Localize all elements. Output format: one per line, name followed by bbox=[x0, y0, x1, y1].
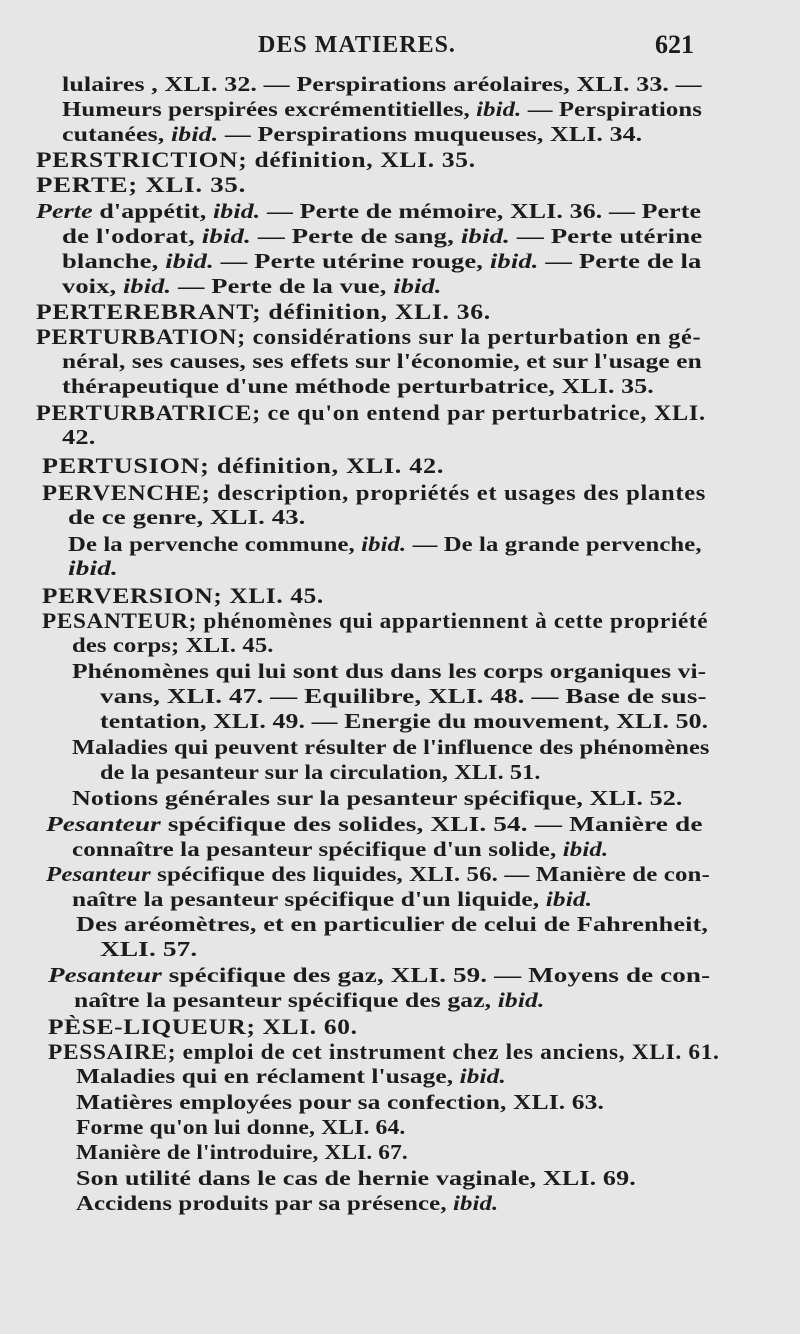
index-heading-text: PERTURBATION; considérations sur la perturbation en gé- bbox=[36, 324, 702, 349]
index-heading-text: PERTUSION; définition, XLI. 42. bbox=[42, 453, 445, 478]
entry-text: naître la pesanteur spécifique d'un liquide, bbox=[72, 887, 546, 911]
index-entry-line bbox=[62, 374, 654, 399]
entry-text: Des aréomètres, et en particulier de celui de Fahrenheit, bbox=[76, 912, 709, 936]
entry-text: naître la pesanteur spécifique des gaz, bbox=[74, 988, 498, 1012]
italic-text: ibid. bbox=[452, 1191, 499, 1215]
index-entry-line bbox=[72, 837, 608, 862]
entry-text: Forme qu'on lui donne, XLI. 64. bbox=[76, 1115, 406, 1139]
entry-text: Phénomènes qui lui sont dus dans les corps organiques vi- bbox=[72, 659, 707, 683]
index-entry-line bbox=[100, 709, 708, 734]
entry-text: voix, bbox=[62, 274, 123, 298]
italic-text: ibid. bbox=[459, 1064, 506, 1088]
index-entry-line bbox=[72, 786, 683, 811]
index-entry-line bbox=[62, 122, 642, 147]
italic-text: ibid. bbox=[562, 837, 609, 861]
page-number: 621 bbox=[655, 30, 694, 59]
index-heading-text: PERTEREBRANT; définition, XLI. 36. bbox=[36, 299, 491, 324]
entry-text: tentation, XLI. 49. — Energie du mouvement, XLI. 50. bbox=[100, 709, 709, 733]
entry-text: d'appétit, bbox=[92, 199, 213, 223]
entry-text: — Perte utérine bbox=[510, 224, 703, 248]
entry-text: Son utilité dans le cas de hernie vaginale, XLI. 69. bbox=[76, 1166, 636, 1190]
index-entry-line bbox=[62, 97, 702, 122]
entry-text: De la pervenche commune, bbox=[68, 532, 362, 556]
index-entry-line bbox=[36, 199, 701, 224]
entry-text: — Perte de mémoire, XLI. 36. — Perte bbox=[260, 199, 702, 223]
entry-text: — De la grande pervenche, bbox=[406, 532, 702, 556]
italic-text: Perte bbox=[36, 199, 93, 223]
index-entry-line bbox=[76, 1090, 604, 1115]
index-entry-line bbox=[76, 1166, 636, 1191]
index-heading-text: PERTURBATRICE; ce qu'on entend par perturbatrice, XLI. bbox=[36, 400, 706, 425]
entry-text: Humeurs perspirées excrémentitielles, bbox=[62, 97, 477, 121]
entry-text: Matières employées pour sa confection, XLI. 63. bbox=[76, 1090, 604, 1114]
index-entry-line bbox=[100, 760, 541, 785]
entry-text: 42. bbox=[62, 425, 96, 449]
index-entry-line bbox=[76, 912, 708, 937]
entry-text: des corps; XLI. 45. bbox=[72, 633, 274, 657]
entry-text: — Perspirations muqueuses, XLI. 34. bbox=[218, 122, 643, 146]
index-entry-line bbox=[36, 324, 701, 350]
italic-text: ibid. bbox=[393, 274, 442, 298]
index-entry-line bbox=[76, 1191, 498, 1216]
italic-text: Pesanteur bbox=[48, 963, 162, 987]
index-entry-line bbox=[62, 72, 702, 97]
index-entry-line bbox=[62, 249, 701, 274]
entry-text: de l'odorat, bbox=[62, 224, 202, 248]
running-title: DES MATIERES. bbox=[258, 32, 456, 58]
index-heading-text: PERVENCHE; description, propriétés et usages des plantes bbox=[42, 480, 707, 505]
index-heading-text: PESANTEUR; phénomènes qui appartiennent à cette propriété bbox=[42, 608, 709, 633]
index-entry-line bbox=[62, 349, 702, 374]
index-entry-line bbox=[62, 274, 442, 299]
index-entry-line bbox=[100, 937, 197, 962]
italic-text: ibid. bbox=[170, 122, 219, 146]
entry-text: — Perte de la vue, bbox=[171, 274, 394, 298]
index-entry-line bbox=[36, 400, 706, 426]
entry-text: Maladies qui peuvent résulter de l'influence des phénomènes bbox=[72, 735, 710, 759]
italic-text: ibid. bbox=[122, 274, 172, 298]
entry-text: lulaires , XLI. 32. — Perspirations aréolaires, XLI. 33. — bbox=[62, 72, 702, 96]
index-entry-line bbox=[48, 963, 710, 988]
entry-text: — Perte de sang, bbox=[250, 224, 461, 248]
index-entry-line bbox=[42, 608, 708, 634]
italic-text: ibid. bbox=[361, 532, 407, 556]
index-entry-line bbox=[76, 1140, 408, 1165]
entry-text: spécifique des liquides, XLI. 56. — Manière de con- bbox=[150, 862, 710, 886]
index-entry-line bbox=[46, 862, 710, 887]
index-entry-line bbox=[72, 887, 592, 912]
italic-text: Pesanteur bbox=[46, 862, 151, 886]
entry-text: Maladies qui en réclament l'usage, bbox=[76, 1064, 460, 1088]
italic-text: ibid. bbox=[201, 224, 251, 248]
index-entry-line bbox=[42, 583, 324, 609]
italic-text: ibid. bbox=[489, 249, 539, 273]
entry-text: — Perte utérine rouge, bbox=[213, 249, 490, 273]
page-header bbox=[0, 30, 800, 66]
entry-text: Notions générales sur la pesanteur spécifique, XLI. 52. bbox=[72, 786, 683, 810]
italic-text: ibid. bbox=[497, 988, 545, 1012]
index-entry-line bbox=[74, 988, 544, 1013]
italic-text: ibid. bbox=[165, 249, 214, 273]
entry-text: cutanées, bbox=[62, 122, 171, 146]
entry-text: Manière de l'introduire, XLI. 67. bbox=[76, 1140, 408, 1164]
italic-text: ibid. bbox=[460, 224, 510, 248]
index-heading-text: PERTE; XLI. 35. bbox=[36, 172, 247, 197]
index-entry-line bbox=[48, 1039, 720, 1065]
index-entry-line bbox=[72, 735, 710, 760]
entry-text: blanche, bbox=[62, 249, 166, 273]
index-entry-line bbox=[68, 532, 702, 557]
entry-text: de ce genre, XLI. 43. bbox=[68, 505, 306, 529]
entry-text: spécifique des gaz, XLI. 59. — Moyens de con- bbox=[161, 963, 711, 987]
entry-text: spécifique des solides, XLI. 54. — Manière de bbox=[160, 812, 703, 836]
index-entry-line bbox=[36, 172, 246, 198]
entry-text: XLI. 57. bbox=[100, 937, 198, 961]
italic-text: ibid. bbox=[212, 199, 261, 223]
index-entry-line bbox=[72, 659, 706, 684]
entry-text: — Perte de la bbox=[538, 249, 702, 273]
italic-text: ibid. bbox=[545, 887, 593, 911]
index-entry-line bbox=[62, 224, 702, 249]
index-entry-line bbox=[62, 425, 95, 450]
italic-text: Pesanteur bbox=[46, 812, 161, 836]
italic-text: ibid. bbox=[68, 556, 118, 580]
index-heading-text: PERVERSION; XLI. 45. bbox=[42, 583, 324, 608]
index-heading-text: PÈSE-LIQUEUR; XLI. 60. bbox=[48, 1014, 358, 1039]
index-entry-line bbox=[100, 684, 707, 709]
entry-text: connaître la pesanteur spécifique d'un solide, bbox=[72, 837, 563, 861]
index-entry-line bbox=[36, 147, 476, 173]
entry-text: — Perspirations bbox=[521, 97, 703, 121]
index-heading-text: PESSAIRE; emploi de cet instrument chez les anciens, XLI. 61. bbox=[48, 1039, 720, 1064]
index-entry-line bbox=[68, 556, 118, 581]
index-entry-line bbox=[48, 1014, 358, 1040]
index-entry-line bbox=[76, 1115, 405, 1140]
entry-text: thérapeutique d'une méthode perturbatrice, XLI. 35. bbox=[62, 374, 654, 398]
index-entry-line bbox=[36, 299, 491, 325]
index-entry-line bbox=[42, 480, 706, 506]
index-entry-line bbox=[68, 505, 306, 530]
index-entry-line bbox=[76, 1064, 506, 1089]
entry-text: Accidens produits par sa présence, bbox=[76, 1191, 453, 1215]
index-entry-line bbox=[46, 812, 703, 837]
index-entry-line bbox=[72, 633, 274, 658]
entry-text: de la pesanteur sur la circulation, XLI. 51. bbox=[100, 760, 541, 784]
entry-text: néral, ses causes, ses effets sur l'économie, et sur l'usage en bbox=[62, 349, 702, 373]
index-heading-text: PERSTRICTION; définition, XLI. 35. bbox=[36, 147, 476, 172]
index-entry-line bbox=[42, 453, 444, 479]
entry-text: vans, XLI. 47. — Equilibre, XLI. 48. — Base de sus- bbox=[100, 684, 707, 708]
italic-text: ibid. bbox=[476, 97, 522, 121]
